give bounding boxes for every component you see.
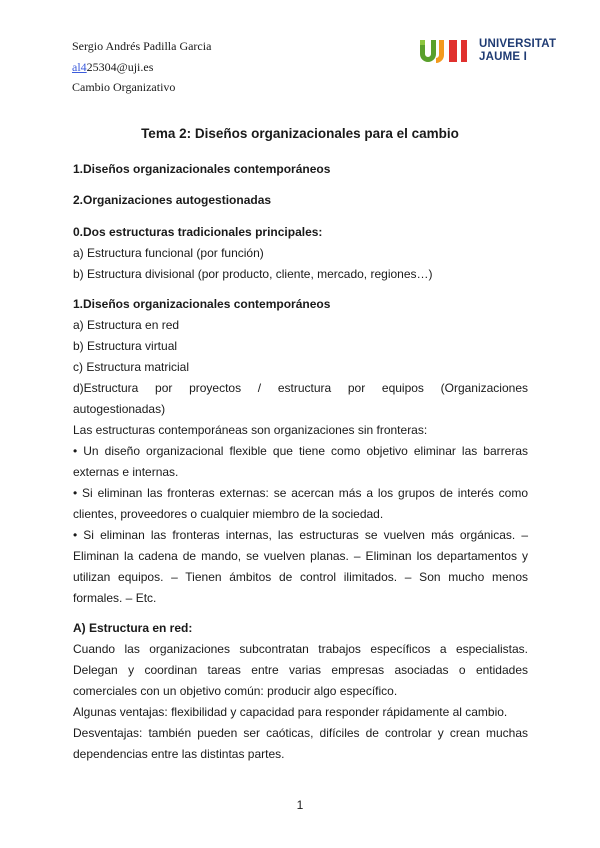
- paragraph-line: Eliminan la cadena de mando, se vuelven planas. – Eliminan los departamentos y: [73, 549, 528, 563]
- list-item: a) Estructura en red: [73, 318, 180, 332]
- paragraph-line: autogestionadas): [73, 402, 166, 416]
- email-rest: 25304@uji.es: [86, 59, 154, 74]
- paragraph-line: • Si eliminan las fronteras externas: se acercan más a los grupos de interés como: [73, 486, 528, 500]
- paragraph-line: utilizan equipos. – Tienen ámbitos de control ilimitados. – Son mucho menos: [73, 570, 528, 584]
- list-item: c) Estructura matricial: [73, 360, 190, 374]
- document-header: [72, 36, 211, 98]
- paragraph-line: d)Estructura por proyectos / estructura por equipos (Organizaciones: [73, 381, 528, 395]
- list-item: a) Estructura funcional (por función): [73, 246, 264, 260]
- section-heading: A) Estructura en red:: [73, 621, 193, 635]
- paragraph-line: externas e internas.: [73, 465, 179, 479]
- paragraph-line: comerciales con un objetivo común: producir algo específico.: [73, 684, 398, 698]
- logo-line-2: JAUME I: [479, 50, 528, 63]
- paragraph-line: formales. – Etc.: [73, 591, 157, 605]
- paragraph-line: Algunas ventajas: flexibilidad y capacidad para responder rápidamente al cambio.: [73, 705, 508, 719]
- section-heading: 2.Organizaciones autogestionadas: [73, 193, 272, 207]
- list-item: b) Estructura divisional (por producto, cliente, mercado, regiones…): [73, 267, 433, 281]
- author-email[interactable]: [72, 57, 211, 78]
- author-name: Sergio Andrés Padilla Garcia: [72, 39, 212, 53]
- paragraph-line: Cuando las organizaciones subcontratan trabajos específicos a especialistas.: [73, 642, 528, 656]
- course-name: Cambio Organizativo: [72, 80, 176, 94]
- paragraph-line: Delegan y coordinan tareas entre varias empresas asociadas o entidades: [73, 663, 528, 677]
- paragraph-line: Las estructuras contemporáneas son organizaciones sin fronteras:: [73, 423, 428, 437]
- page-title: Tema 2: Diseños organizacionales para el cambio: [141, 126, 459, 141]
- email-link[interactable]: al4: [72, 59, 87, 74]
- paragraph-line: • Si eliminan las fronteras internas, las estructuras se vuelven más orgánicas. –: [73, 528, 528, 542]
- paragraph-line: Desventajas: también pueden ser caóticas, difíciles de controlar y crean muchas: [73, 726, 528, 740]
- list-item: b) Estructura virtual: [73, 339, 178, 353]
- university-name: [479, 38, 556, 63]
- paragraph-line: • Un diseño organizacional flexible que tiene como objetivo eliminar las barreras: [73, 444, 528, 458]
- page-number: 1: [296, 798, 304, 812]
- paragraph-line: dependencias entre las distintas partes.: [73, 747, 285, 761]
- section-heading: 0.Dos estructuras tradicionales principales:: [73, 225, 323, 239]
- logo-line-1: UNIVERSITAT: [479, 38, 557, 50]
- section-heading: 1.Diseños organizacionales contemporáneos: [73, 297, 331, 311]
- paragraph-line: clientes, proveedores o cualquier miembro de la sociedad.: [73, 507, 384, 521]
- section-heading: 1.Diseños organizacionales contemporáneos: [73, 162, 331, 176]
